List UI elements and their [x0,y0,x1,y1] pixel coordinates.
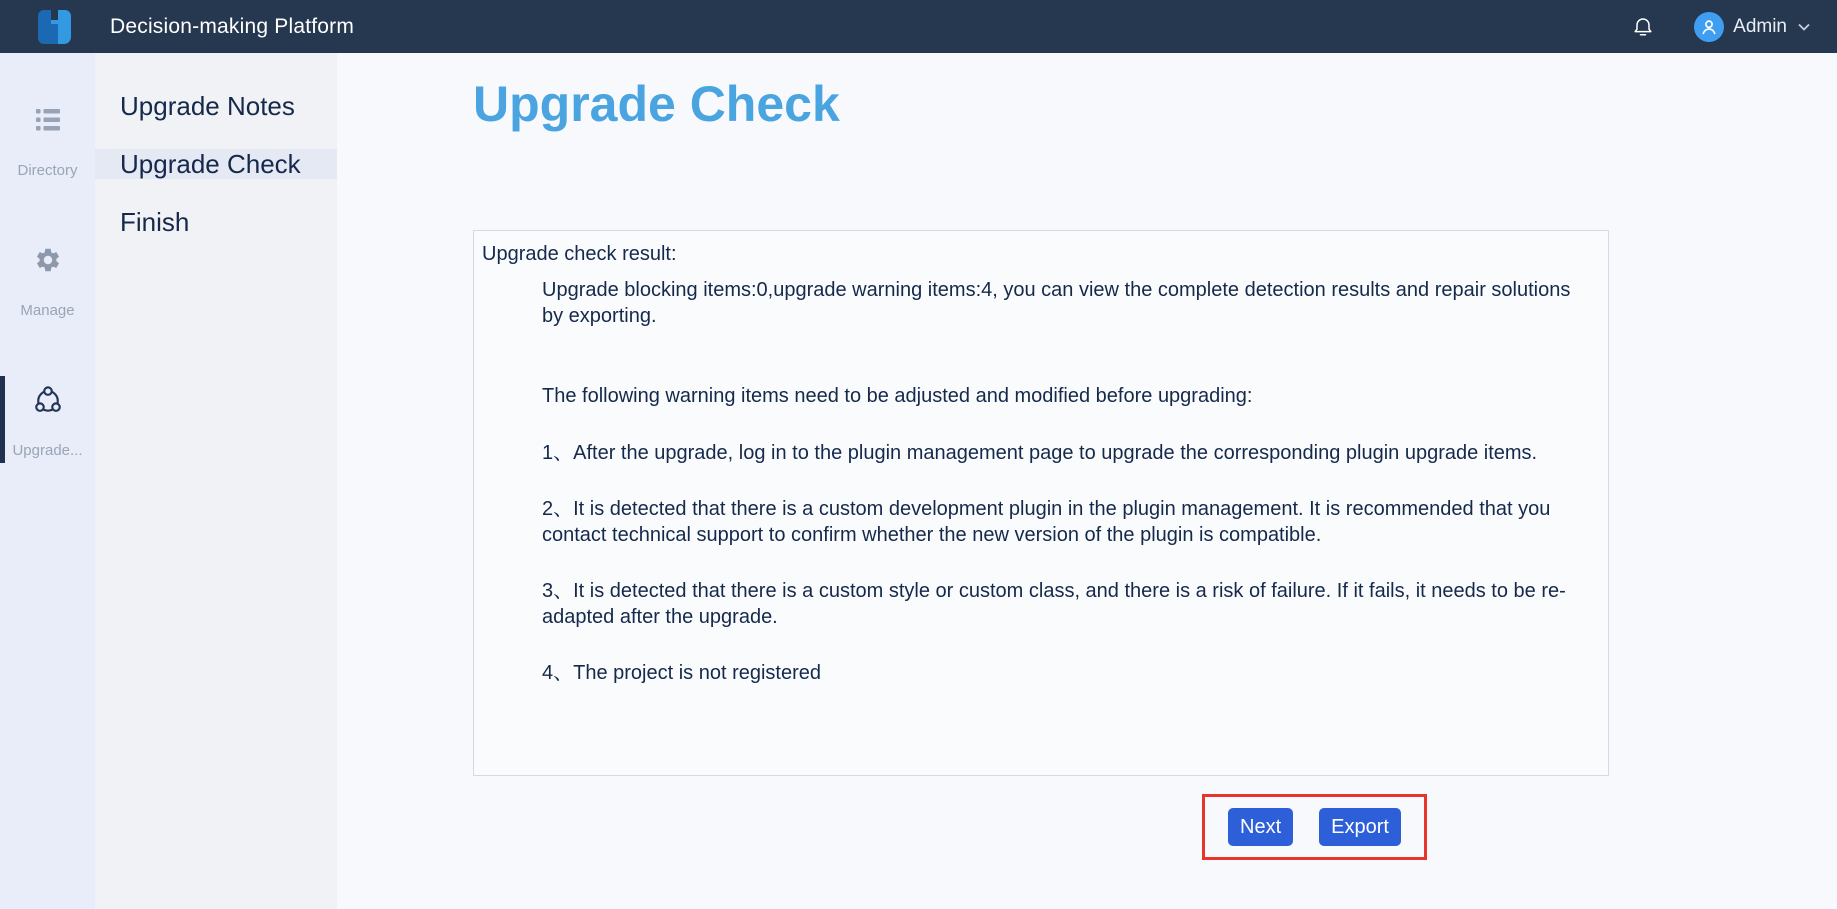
upgrade-check-result-box [473,230,1609,776]
sidebar-item-label: Directory [17,162,78,179]
page-layout [0,53,1837,909]
warning-item: 3、It is detected that there is a custom style or custom class, and there is a risk of failure. If it fails, it needs to be re-adapted after the upgrade. [542,580,1566,628]
list-icon [33,105,63,135]
warning-item: 1、After the upgrade, log in to the plugin management page to upgrade the corresponding plugin upgrade items. [542,442,1538,464]
sidebar-item-label: Upgrade... [12,442,83,459]
main-content [337,53,1837,909]
warning-intro: The following warning items need to be adjusted and modified before upgrading: [542,385,1253,407]
page-title: Upgrade Check [473,76,840,132]
left-nav [0,53,95,909]
app-title: Decision-making Platform [110,14,355,38]
result-body [542,277,1588,686]
topbar [0,0,1837,53]
sidebar-item-upgrade[interactable] [0,385,95,459]
menu-item-finish[interactable]: Finish [120,207,190,237]
chevron-down-icon[interactable] [1796,19,1812,35]
annotation-highlight [1202,794,1427,860]
warning-item: 2、It is detected that there is a custom development plugin in the plugin management. It is recommended that you contact technical support to confirm whether the new version of the plugin is compatible. [542,498,1551,546]
warning-item: 4、The project is not registered [542,662,822,684]
next-button[interactable]: Next [1228,808,1293,846]
upgrade-steps-menu [95,53,337,909]
menu-item-upgrade-check[interactable]: Upgrade Check [95,149,337,179]
sidebar-item-manage[interactable] [0,245,95,319]
result-label: Upgrade check result: [482,243,677,265]
gear-icon [34,245,62,275]
user-name[interactable]: Admin [1733,15,1787,37]
export-button[interactable]: Export [1319,808,1401,846]
sidebar-item-directory[interactable] [0,105,95,179]
result-summary: Upgrade blocking items:0,upgrade warning items:4, you can view the complete detection results and repair solutions by exporting. [542,279,1571,327]
menu-item-upgrade-notes[interactable]: Upgrade Notes [120,91,295,121]
avatar[interactable] [1694,12,1724,42]
upgrade-cluster-icon [32,385,64,415]
brand-logo [35,8,73,46]
bell-icon[interactable] [1630,14,1656,40]
person-icon [1698,16,1720,38]
sidebar-item-label: Manage [20,302,75,319]
